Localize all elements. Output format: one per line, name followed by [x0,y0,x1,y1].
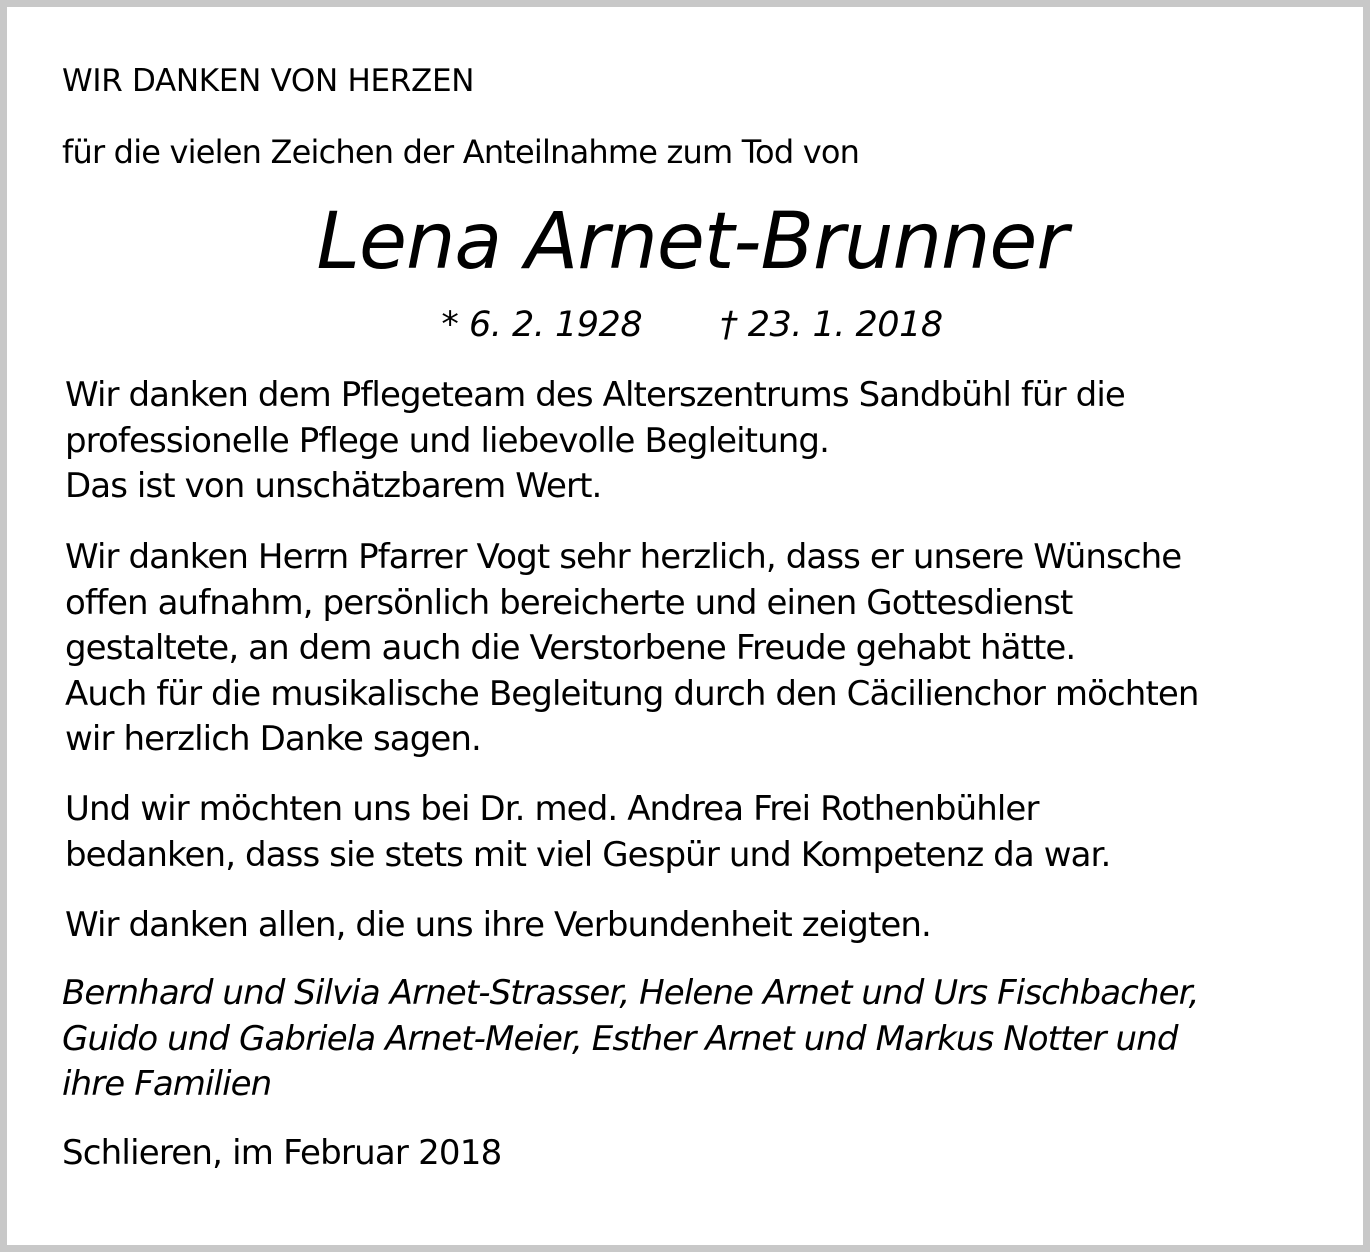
place-date: Schlieren, im Februar 2018 [62,1133,502,1173]
thanks-paragraph-pastor [65,535,1199,763]
paragraph-line: Auch für die musikalische Begleitung durch den Cäcilienchor möchten [65,673,1199,714]
thanks-paragraph-care [65,373,1125,510]
paragraph-line: Wir danken Herrn Pfarrer Vogt sehr herzlich, dass er unsere Wünsche [65,537,1182,577]
paragraph-line: Das ist von unschätzbarem Wert. [65,466,602,506]
signers-line: Bernhard und Silvia Arnet-Strasser, Helene Arnet und Urs Fischbacher, [62,973,1199,1013]
signers [62,971,1198,1108]
paragraph-line: Wir danken dem Pflegeteam des Alterszentrums Sandbühl für die [65,375,1125,415]
notice-heading: WIR DANKEN VON HERZEN [62,63,475,99]
deceased-name: Lena Arnet-Brunner [316,197,1068,287]
paragraph-line: professionelle Pflege und liebevolle Begleitung. [65,420,830,461]
thanks-paragraph-doctor [65,787,1110,878]
thanks-paragraph-all [65,903,931,949]
signers-line: ihre Familien [62,1064,272,1104]
birth-date: * 6. 2. 1928 [441,305,643,345]
paragraph-line: wir herzlich Danke sagen. [65,719,481,759]
paragraph-line: gestaltete, an dem auch die Verstorbene Freude gehabt hätte. [65,628,1076,668]
paragraph-line: Und wir möchten uns bei Dr. med. Andrea Frei Rothenbühler [65,789,1039,829]
death-date: † 23. 1. 2018 [720,305,943,345]
paragraph-line: bedanken, dass sie stets mit viel Gespür und Kompetenz da war. [65,834,1111,875]
signers-line: Guido und Gabriela Arnet-Meier, Esther Arnet und Markus Notter und [62,1018,1178,1059]
paragraph-line: Wir danken allen, die uns ihre Verbundenheit zeigten. [65,905,931,945]
life-dates [7,305,1370,345]
notice-intro: für die vielen Zeichen der Anteilnahme zum Tod von [62,133,860,171]
paragraph-line: offen aufnahm, persönlich bereicherte und einen Gottesdienst [65,582,1073,623]
